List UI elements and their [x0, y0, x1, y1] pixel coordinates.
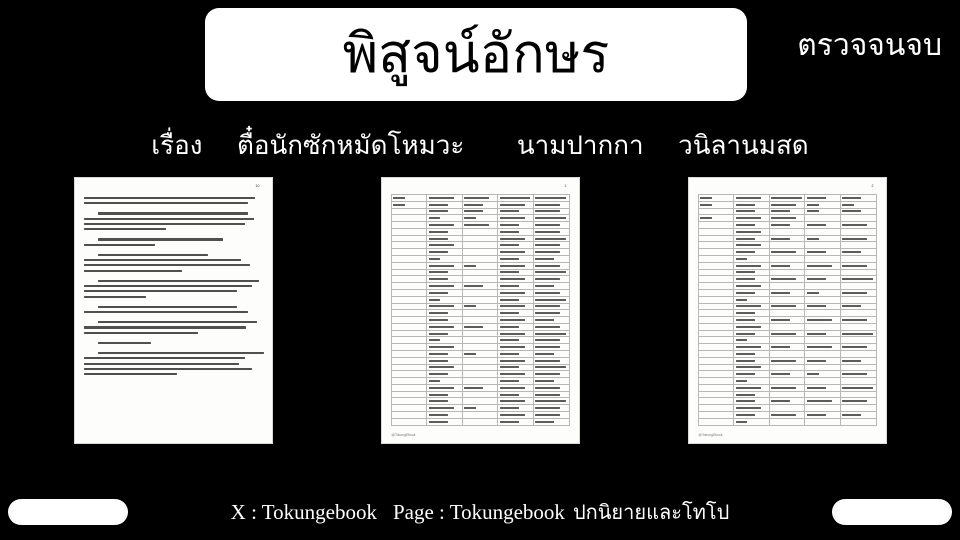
table-row [698, 222, 876, 229]
table-row [698, 276, 876, 283]
table-row [391, 222, 569, 229]
table-row [391, 344, 569, 351]
table-row [698, 357, 876, 364]
table-row [391, 235, 569, 242]
table-row [391, 391, 569, 398]
table-row [391, 337, 569, 344]
subtitle-line [0, 125, 960, 166]
table-row [391, 262, 569, 269]
status-badge: ตรวจจนจบ [797, 28, 942, 63]
table-row [698, 310, 876, 317]
table-row [391, 242, 569, 249]
table-row [698, 405, 876, 412]
table-row [391, 310, 569, 317]
table-row [391, 357, 569, 364]
table-row [698, 337, 876, 344]
manuscript-text-block [84, 197, 263, 375]
table-row [391, 276, 569, 283]
table-row [698, 283, 876, 290]
table-row [698, 208, 876, 215]
page-thumbnail-table-1[interactable] [382, 178, 579, 443]
table-row [391, 323, 569, 330]
footer-text [0, 492, 960, 532]
table-row [391, 249, 569, 256]
table-row [391, 317, 569, 324]
table-row [698, 289, 876, 296]
table-row [698, 364, 876, 371]
table-row [391, 384, 569, 391]
table-row [698, 391, 876, 398]
table-row [698, 317, 876, 324]
table-row [698, 215, 876, 222]
story-title: ตื๋อนักซักหมัดโหมวะ [236, 131, 465, 161]
table-row [391, 412, 569, 419]
table-row [391, 371, 569, 378]
table-row [391, 269, 569, 276]
table-row [698, 249, 876, 256]
table-row [698, 195, 876, 202]
page-title: พิสูจน์อักษร [342, 22, 610, 86]
table-row [391, 208, 569, 215]
footer-page-handle: Page : Tokungebook [392, 499, 565, 524]
table-row [391, 201, 569, 208]
page-number: 2 [871, 184, 874, 188]
table-row [698, 412, 876, 419]
table-row [698, 235, 876, 242]
table-row [698, 296, 876, 303]
table-row [698, 303, 876, 310]
table-row [391, 296, 569, 303]
table-row [698, 384, 876, 391]
page-number: 10 [255, 184, 260, 188]
table-row [391, 303, 569, 310]
footer-page-suffix: ปกนิยายและโทโป [572, 500, 730, 524]
proof-table [391, 194, 570, 426]
proof-table-body [391, 195, 569, 426]
table-row [698, 371, 876, 378]
penname-value: วนิลานมสด [678, 131, 809, 161]
table-row [698, 398, 876, 405]
story-label: เรื่อง [151, 131, 203, 161]
table-row [391, 330, 569, 337]
page-thumbnail-table-2[interactable] [689, 178, 886, 443]
title-pill [205, 8, 747, 101]
page-thumbnail-manuscript[interactable] [75, 178, 272, 443]
penname-label: นามปากกา [516, 131, 644, 161]
table-row [391, 228, 569, 235]
table-row [698, 269, 876, 276]
proof-table-body [698, 195, 876, 426]
footer-bar [0, 492, 960, 540]
table-row [391, 289, 569, 296]
table-row [391, 364, 569, 371]
page-number: 1 [564, 184, 567, 188]
table-row [698, 344, 876, 351]
table-row [698, 323, 876, 330]
page-thumbnail-row [0, 178, 960, 443]
table-row [698, 378, 876, 385]
table-row [391, 350, 569, 357]
footer-x-handle: X : Tokungebook [230, 499, 377, 524]
table-row [391, 378, 569, 385]
table-row [391, 256, 569, 263]
table-row [698, 256, 876, 263]
table-row [391, 283, 569, 290]
proof-table [698, 194, 877, 426]
table-row [698, 228, 876, 235]
table-row [698, 418, 876, 425]
table-row [391, 195, 569, 202]
table-row [391, 215, 569, 222]
table-row [391, 398, 569, 405]
watermark: @TokungEbook [698, 433, 723, 437]
table-row [698, 242, 876, 249]
table-row [698, 350, 876, 357]
table-row [391, 405, 569, 412]
table-row [698, 201, 876, 208]
watermark: @TokungEbook [391, 433, 416, 437]
table-row [698, 262, 876, 269]
table-row [391, 418, 569, 425]
table-row [698, 330, 876, 337]
